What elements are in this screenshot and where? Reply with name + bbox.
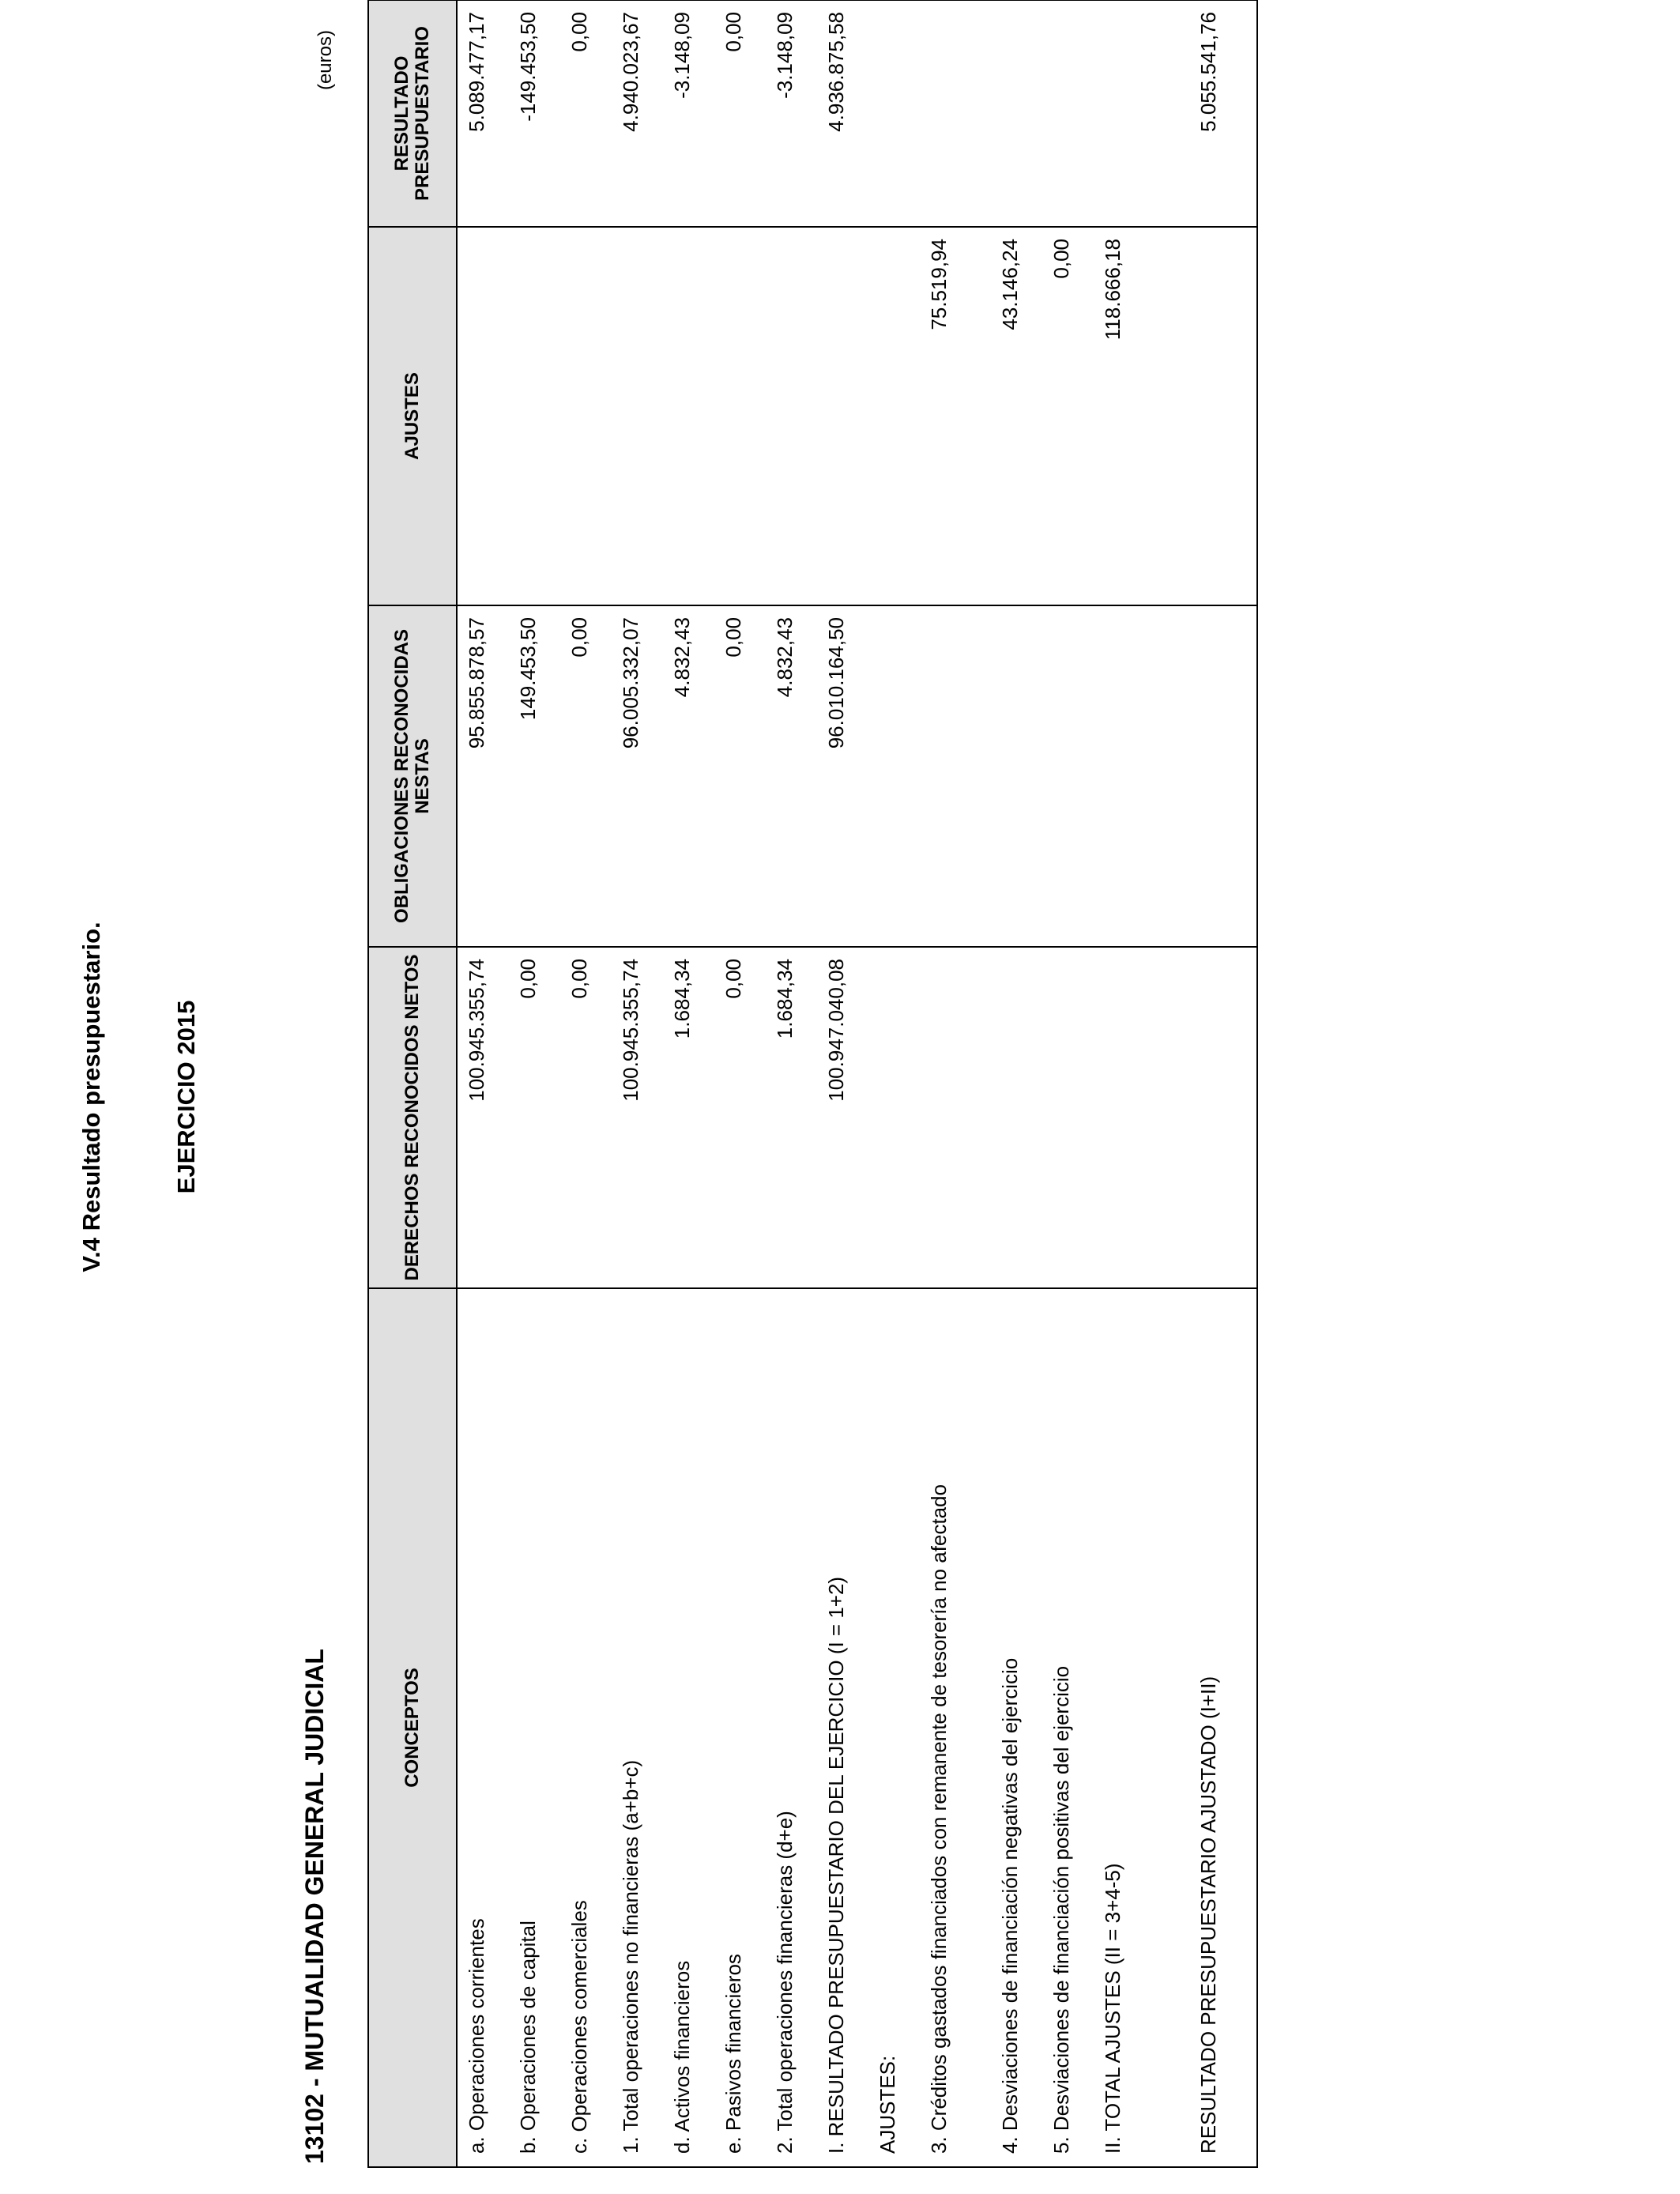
- concepto-cell: b. Operaciones de capital: [516, 1921, 540, 2154]
- concepto-cell: I. RESULTADO PRESUPUESTARIO DEL EJERCICIO (I = 1+2): [824, 1576, 848, 2154]
- concepto-cell: [1145, 1289, 1189, 2166]
- obligaciones-cell: 95.855.878,57: [465, 617, 488, 749]
- resultado-cell: -149.453,50: [516, 12, 540, 122]
- concepto-cell: a. Operaciones corrientes: [465, 1918, 488, 2154]
- concepto-cell: e. Pasivos financieros: [721, 1954, 745, 2154]
- derechos-cell: 1.684,34: [773, 959, 797, 1039]
- column-conceptos: [457, 1288, 1257, 2167]
- concepto-cell: 3. Créditos gastados financiados con remanente de tesorería no afectado: [927, 1484, 951, 2154]
- header-derechos: DERECHOS RECONOCIDOS NETOS: [368, 947, 457, 1288]
- concepto-cell: c. Operaciones comerciales: [567, 1900, 591, 2154]
- derechos-cell: 1.684,34: [670, 959, 694, 1039]
- resultado-cell: -3.148,09: [670, 12, 694, 99]
- fiscal-year-heading: EJERCICIO 2015: [172, 1000, 200, 1194]
- ajustes-cell: 0,00: [1049, 239, 1073, 279]
- resultado-cell: 0,00: [721, 12, 745, 52]
- concepto-cell: 2. Total operaciones financieras (d+e): [773, 1811, 797, 2154]
- units-label: (euros): [315, 30, 336, 91]
- obligaciones-cell: 96.010.164,50: [824, 617, 848, 749]
- table-header-row: [368, 0, 457, 2167]
- resultado-cell: 0,00: [567, 12, 591, 52]
- obligaciones-cell: 4.832,43: [773, 617, 797, 698]
- ajustes-cell: 75.519,94: [927, 239, 951, 330]
- header-obligaciones: OBLIGACIONES RECONOCIDAS NESTAS: [368, 605, 457, 947]
- budget-result-table: [367, 0, 1258, 2168]
- derechos-cell: 0,00: [516, 959, 540, 999]
- document-title: V.4 Resultado presupuestario.: [77, 922, 105, 1272]
- entity-name: 13102 - MUTUALIDAD GENERAL JUDICIAL: [300, 1649, 329, 2164]
- resultado-cell: -3.148,09: [773, 12, 797, 99]
- concepto-cell: 5. Desviaciones de financiación positivas del ejercicio: [1049, 1665, 1073, 2154]
- concepto-cell: d. Activos financieros: [670, 1960, 694, 2154]
- resultado-cell: 4.940.023,67: [619, 12, 642, 132]
- resultado-cell: 5.089.477,17: [465, 12, 488, 132]
- derechos-cell: 100.947.040,08: [824, 959, 848, 1102]
- obligaciones-cell: 96.005.332,07: [619, 617, 642, 749]
- obligaciones-cell: 4.832,43: [670, 617, 694, 698]
- header-ajustes: AJUSTES: [368, 227, 457, 605]
- concepto-cell: RESULTADO PRESUPUESTARIO AJUSTADO (I+II): [1196, 1676, 1220, 2154]
- resultado-cell: 4.936.875,58: [824, 12, 848, 132]
- obligaciones-cell: 0,00: [721, 617, 745, 658]
- resultado-cell: 5.055.541,76: [1196, 12, 1220, 132]
- concepto-cell: II. TOTAL AJUSTES (II = 3+4-5): [1101, 1863, 1124, 2154]
- ajustes-cell: 118.666,18: [1101, 239, 1124, 341]
- header-resultado: RESULTADO PRESUPUESTARIO: [368, 0, 457, 227]
- derechos-cell: 0,00: [721, 959, 745, 999]
- ajustes-cell: 43.146,24: [998, 239, 1022, 330]
- obligaciones-cell: 0,00: [567, 617, 591, 658]
- table-body-row: [457, 0, 1257, 2167]
- header-conceptos: CONCEPTOS: [368, 1288, 457, 2167]
- derechos-cell: 0,00: [567, 959, 591, 999]
- derechos-cell: 100.945.355,74: [465, 959, 488, 1102]
- concepto-cell: 4. Desviaciones de financiación negativas del ejercicio: [998, 1657, 1022, 2154]
- concepto-cell: 1. Total operaciones no financieras (a+b+c): [619, 1759, 642, 2154]
- obligaciones-cell: 149.453,50: [516, 617, 540, 721]
- column-resultado: [457, 0, 1257, 227]
- column-ajustes: [457, 227, 1257, 605]
- column-derechos: [457, 947, 1257, 1288]
- column-obligaciones: [457, 605, 1257, 947]
- concepto-cell: AJUSTES:: [876, 2055, 899, 2154]
- derechos-cell: 100.945.355,74: [619, 959, 642, 1102]
